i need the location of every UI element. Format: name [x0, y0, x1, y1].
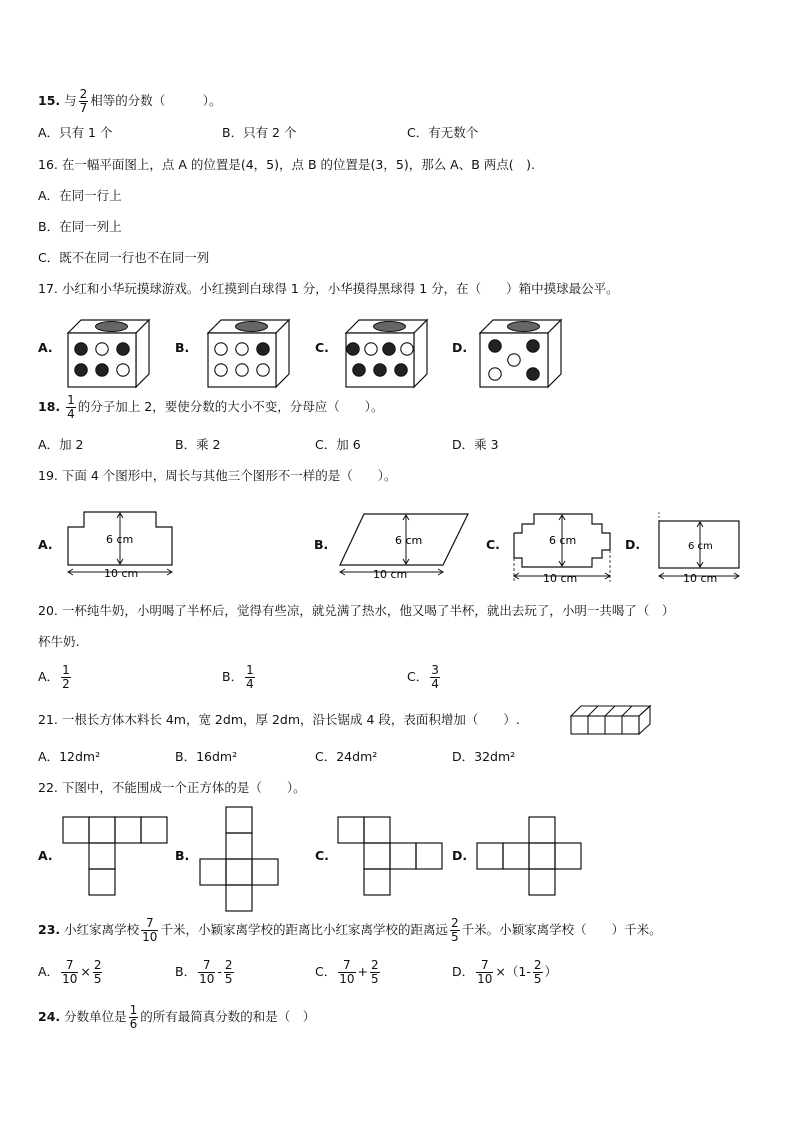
q16-stem: 16. 在一幅平面图上，点 A 的位置是(4，5)，点 B 的位置是(3，5)，那么 A、B 两点( ).: [38, 157, 535, 172]
q24-stem: 24. 分数单位是 $\frac{1}{6}$ 的所有最简真分数的和是（ ）: [38, 1003, 316, 1031]
box-opening: [236, 322, 268, 332]
white-ball: [96, 343, 108, 355]
black-ball: [75, 343, 87, 355]
white-ball: [236, 364, 248, 376]
net-square: [200, 859, 226, 885]
black-ball: [96, 364, 108, 376]
q15-option-a[interactable]: A．只有 1 个: [38, 125, 113, 140]
white-ball: [215, 343, 227, 355]
net-square: [529, 843, 555, 869]
black-ball: [353, 364, 365, 376]
black-ball: [395, 364, 407, 376]
q17-label-c[interactable]: C.: [315, 340, 329, 355]
q17-label-a[interactable]: A.: [38, 340, 53, 355]
q23-option-a[interactable]: A． $\frac{7}{10}$ × $\frac{2}{5}$: [38, 958, 102, 986]
net-square: [226, 859, 252, 885]
q23-option-c[interactable]: C． $\frac{7}{10}$ + $\frac{2}{5}$: [315, 958, 379, 986]
q18-option-b[interactable]: B．乘 2: [175, 437, 221, 452]
white-ball: [236, 343, 248, 355]
ball-box-b: [208, 320, 289, 387]
net-square: [364, 843, 390, 869]
q19-d-height-label: 6 cm: [688, 541, 713, 552]
net-square: [503, 843, 529, 869]
black-ball: [347, 343, 359, 355]
q15-fraction: $\frac{2}{7}$: [79, 87, 88, 115]
black-ball: [117, 343, 129, 355]
q19-label-d[interactable]: D.: [625, 537, 641, 552]
q22-label-c[interactable]: C.: [315, 848, 329, 863]
net-square: [390, 843, 416, 869]
q17-label-b[interactable]: B.: [175, 340, 190, 355]
net-square: [226, 833, 252, 859]
net-square: [252, 859, 278, 885]
box-opening: [508, 322, 540, 332]
q19-c-height-label: 6 cm: [549, 534, 577, 547]
net-square: [115, 817, 141, 843]
q21-option-a[interactable]: A．12dm²: [38, 749, 101, 764]
wood-beam-diagram: [571, 706, 650, 734]
ball-box-c: [346, 320, 427, 387]
q16-option-a[interactable]: A．在同一行上: [38, 188, 122, 203]
white-ball: [215, 364, 227, 376]
net-square: [89, 869, 115, 895]
black-ball: [527, 368, 539, 380]
q21-option-b[interactable]: B．16dm²: [175, 749, 238, 764]
net-square: [477, 843, 503, 869]
q22-label-b[interactable]: B.: [175, 848, 190, 863]
q16-option-c[interactable]: C．既不在同一行也不在同一列: [38, 250, 210, 265]
net-square: [226, 807, 252, 833]
net-square: [338, 817, 364, 843]
net-square: [226, 885, 252, 911]
net-square: [529, 817, 555, 843]
q20-option-b[interactable]: B． $\frac{1}{4}$: [222, 663, 254, 691]
q22-stem: 22. 下图中，不能围成一个正方体的是（ ）。: [38, 780, 306, 795]
q20-option-a[interactable]: A． $\frac{1}{2}$: [38, 663, 70, 691]
black-ball: [75, 364, 87, 376]
q23-option-b[interactable]: B． $\frac{7}{10}$ - $\frac{2}{5}$: [175, 958, 233, 986]
q18-option-a[interactable]: A．加 2: [38, 437, 84, 452]
cube-net-c: [338, 817, 442, 895]
q20-option-c[interactable]: C． $\frac{3}{4}$: [407, 663, 439, 691]
q18-stem: 18. $\frac{1}{4}$ 的分子加上 2，要使分数的大小不变，分母应（ ）。: [38, 393, 384, 421]
q22-label-d[interactable]: D.: [452, 848, 468, 863]
q21-stem: 21. 一根长方体木料长 4m，宽 2dm，厚 2dm，沿长锯成 4 段，表面积增加（ ）.: [38, 712, 520, 727]
white-ball: [117, 364, 129, 376]
q15-option-b[interactable]: B．只有 2 个: [222, 125, 297, 140]
cube-net-b: [200, 807, 278, 911]
net-square: [364, 817, 390, 843]
q19-stem: 19. 下面 4 个图形中，周长与其他三个图形不一样的是（ ）。: [38, 468, 397, 483]
net-square: [364, 869, 390, 895]
black-ball: [383, 343, 395, 355]
q19-a-height-label: 6 cm: [106, 533, 134, 546]
box-opening: [96, 322, 128, 332]
net-square: [63, 817, 89, 843]
black-ball: [257, 343, 269, 355]
box-opening: [374, 322, 406, 332]
net-square: [555, 843, 581, 869]
q23-stem: 23. 小红家离学校 $\frac{7}{10}$ 千米，小颖家离学校的距离比小红家离学校的距离远 $\frac{2}{5}$ 千米。小颖家离学校（ ）千米。: [38, 916, 662, 944]
q21-option-d[interactable]: D．32dm²: [452, 749, 516, 764]
q19-b-height-label: 6 cm: [395, 534, 423, 547]
white-ball: [489, 368, 501, 380]
box-front: [346, 333, 414, 387]
q16-option-b[interactable]: B．在同一列上: [38, 219, 122, 234]
cube-net-d: [477, 817, 581, 895]
black-ball: [374, 364, 386, 376]
white-ball: [365, 343, 377, 355]
q17-label-d[interactable]: D.: [452, 340, 468, 355]
black-ball: [489, 340, 501, 352]
q15-option-c[interactable]: C．有无数个: [407, 125, 479, 140]
q19-label-c[interactable]: C.: [486, 537, 500, 552]
q23-option-d[interactable]: D． $\frac{7}{10}$ ×（1- $\frac{2}{5}$ ）: [452, 958, 558, 986]
q19-c-width-label: 10 cm: [543, 572, 578, 585]
net-square: [89, 843, 115, 869]
q21-option-c[interactable]: C．24dm²: [315, 749, 378, 764]
net-square: [529, 869, 555, 895]
white-ball: [257, 364, 269, 376]
q19-b-width-label: 10 cm: [373, 568, 408, 581]
q18-fraction: $\frac{1}{4}$: [67, 393, 75, 421]
q22-label-a[interactable]: A.: [38, 848, 53, 863]
white-ball: [401, 343, 413, 355]
net-square: [416, 843, 442, 869]
q19-a-width-label: 10 cm: [104, 567, 139, 580]
q18-option-d[interactable]: D．乘 3: [452, 437, 499, 452]
black-ball: [527, 340, 539, 352]
ball-box-a: [68, 320, 149, 387]
box-front: [208, 333, 276, 387]
q20-stem-line1: 20. 一杯纯牛奶，小明喝了半杯后，觉得有些凉，就兑满了热水，他又喝了半杯，就出去玩了，小明一共喝了（ ）: [38, 603, 675, 618]
ball-box-d: [480, 320, 561, 387]
q18-option-c[interactable]: C．加 6: [315, 437, 361, 452]
cube-net-a: [63, 817, 167, 895]
q19-label-a[interactable]: A.: [38, 537, 53, 552]
q17-stem: 17. 小红和小华玩摸球游戏。小红摸到白球得 1 分，小华摸得黑球得 1 分，在（ ）箱中摸球最公平。: [38, 281, 619, 296]
q19-d-width-label: 10 cm: [683, 572, 718, 585]
net-square: [141, 817, 167, 843]
white-ball: [508, 354, 520, 366]
net-square: [89, 817, 115, 843]
q20-stem-line2: 杯牛奶.: [38, 634, 80, 649]
q15-stem: 15. 与 $\frac{2}{7}$ 相等的分数（ ）。: [38, 87, 222, 115]
q19-label-b[interactable]: B.: [314, 537, 329, 552]
box-front: [68, 333, 136, 387]
